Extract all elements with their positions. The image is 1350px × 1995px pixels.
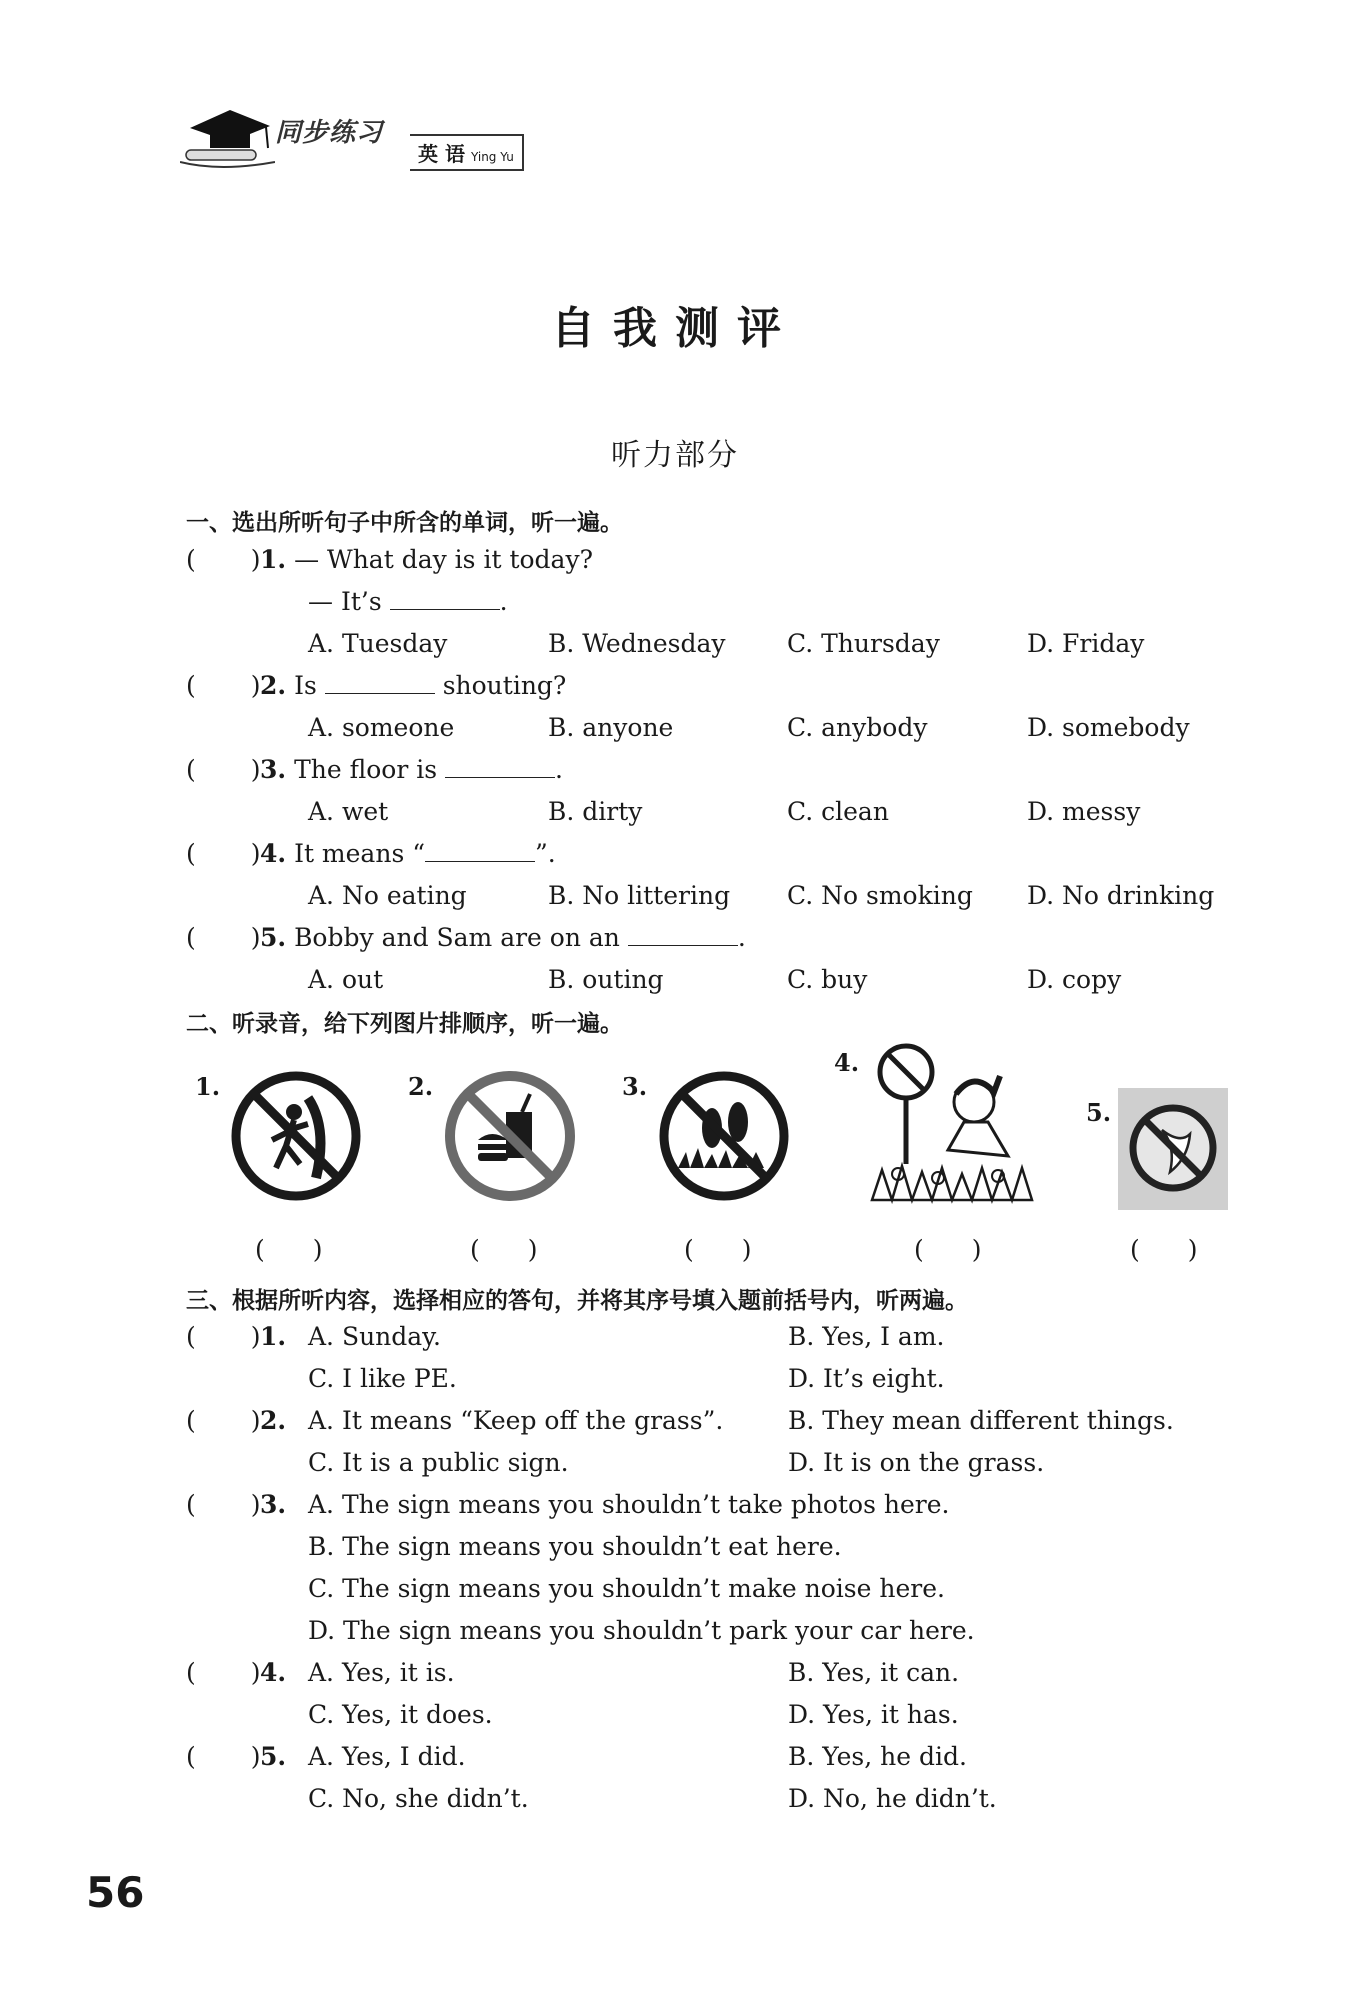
subject-label: 英 语 Ying Yu (410, 134, 524, 171)
answer-paren[interactable]: ( ) (186, 923, 261, 952)
blank-line[interactable] (628, 944, 738, 946)
question-stem-2: — It’s . (308, 587, 508, 616)
girl-picking-flowers-icon (868, 1040, 1038, 1206)
answer-paren[interactable]: ( ) (186, 545, 261, 574)
section-subtitle: 听力部分 (611, 438, 739, 473)
option: D. No, he didn’t. (788, 1784, 997, 1813)
blank-line[interactable] (445, 776, 555, 778)
question-stem: 1. — What day is it today? (260, 545, 593, 574)
option: D. No drinking (1027, 881, 1215, 910)
option: D. messy (1027, 797, 1141, 826)
blank-line[interactable] (390, 608, 500, 610)
option: B. Wednesday (548, 629, 726, 658)
question-number: 2. (260, 1406, 287, 1435)
question-stem: 3. The floor is . (260, 755, 563, 784)
option: D. Yes, it has. (788, 1700, 959, 1729)
option: B. Yes, he did. (788, 1742, 967, 1771)
answer-paren[interactable]: ( ) (186, 1406, 261, 1435)
option: A. out (308, 965, 384, 994)
answer-paren[interactable]: ( ) (186, 671, 261, 700)
page-number: 56 (86, 1868, 145, 1917)
answer-paren[interactable]: ( ) (186, 839, 261, 868)
option: B. Yes, it can. (788, 1658, 960, 1687)
picture-label: 5. (1086, 1098, 1112, 1127)
option: C. buy (787, 965, 868, 994)
option: B. anyone (548, 713, 674, 742)
option: C. Thursday (787, 629, 940, 658)
option: A. Yes, I did. (308, 1742, 466, 1771)
page-title: 自我测评 (551, 303, 799, 354)
option: D. It is on the grass. (788, 1448, 1045, 1477)
option: C. I like PE. (308, 1364, 457, 1393)
answer-paren[interactable]: ( ) (684, 1235, 772, 1264)
answer-paren[interactable]: ( ) (255, 1235, 343, 1264)
question-number: 3. (260, 1490, 287, 1519)
option: D. The sign means you shouldn’t park your car here. (308, 1616, 975, 1645)
option: D. It’s eight. (788, 1364, 945, 1393)
option: B. No littering (548, 881, 731, 910)
option: D. somebody (1027, 713, 1190, 742)
picture-label: 2. (408, 1072, 434, 1101)
picture-label: 1. (195, 1072, 221, 1101)
graduation-cap-icon (180, 100, 275, 170)
option: B. Yes, I am. (788, 1322, 945, 1351)
option: C. The sign means you shouldn’t make noise here. (308, 1574, 945, 1603)
option: B. dirty (548, 797, 643, 826)
option: C. It is a public sign. (308, 1448, 569, 1477)
option: A. wet (308, 797, 389, 826)
no-food-drink-sign-icon (442, 1068, 578, 1204)
picture-label: 3. (622, 1072, 648, 1101)
picture-label: 4. (834, 1048, 860, 1077)
option: C. Yes, it does. (308, 1700, 493, 1729)
answer-paren[interactable]: ( ) (186, 755, 261, 784)
section3-heading: 三、根据所听内容，选择相应的答句，并将其序号填入题前括号内，听两遍。 (186, 1288, 968, 1314)
option: A. The sign means you shouldn’t take photos here. (308, 1490, 950, 1519)
question-number: 1. (260, 1322, 287, 1351)
answer-paren[interactable]: ( ) (1130, 1235, 1218, 1264)
question-stem: 2. Is shouting? (260, 671, 567, 700)
answer-paren[interactable]: ( ) (186, 1742, 261, 1771)
option: A. Tuesday (308, 629, 448, 658)
answer-paren[interactable]: ( ) (186, 1658, 261, 1687)
question-number: 4. (260, 1658, 287, 1687)
option: C. anybody (787, 713, 928, 742)
option: A. No eating (308, 881, 467, 910)
section1-heading: 一、选出所听句子中所含的单词，听一遍。 (186, 510, 623, 536)
no-littering-sign-icon (1118, 1088, 1228, 1210)
brand-text: 同步练习 (275, 118, 384, 148)
option: A. someone (308, 713, 455, 742)
answer-paren[interactable]: ( ) (186, 1490, 261, 1519)
question-stem: 4. It means “ ”. (260, 839, 556, 868)
option: C. No smoking (787, 881, 973, 910)
option: B. The sign means you shouldn’t eat here. (308, 1532, 842, 1561)
option: A. Sunday. (308, 1322, 441, 1351)
answer-paren[interactable]: ( ) (186, 1322, 261, 1351)
blank-line[interactable] (425, 860, 535, 862)
option: B. They mean different things. (788, 1406, 1174, 1435)
option: B. outing (548, 965, 664, 994)
option: D. copy (1027, 965, 1122, 994)
section2-heading: 二、听录音，给下列图片排顺序，听一遍。 (186, 1011, 623, 1037)
option: D. Friday (1027, 629, 1145, 658)
question-number: 5. (260, 1742, 287, 1771)
answer-paren[interactable]: ( ) (914, 1235, 1002, 1264)
option: A. It means “Keep off the grass”. (308, 1406, 724, 1435)
question-stem: 5. Bobby and Sam are on an . (260, 923, 746, 952)
blank-line[interactable] (325, 692, 435, 694)
answer-paren[interactable]: ( ) (470, 1235, 558, 1264)
keep-off-grass-sign-icon (656, 1068, 792, 1204)
no-climbing-sign-icon (228, 1068, 364, 1204)
option: A. Yes, it is. (308, 1658, 455, 1687)
option: C. clean (787, 797, 889, 826)
header-brand (180, 100, 540, 175)
option: C. No, she didn’t. (308, 1784, 529, 1813)
